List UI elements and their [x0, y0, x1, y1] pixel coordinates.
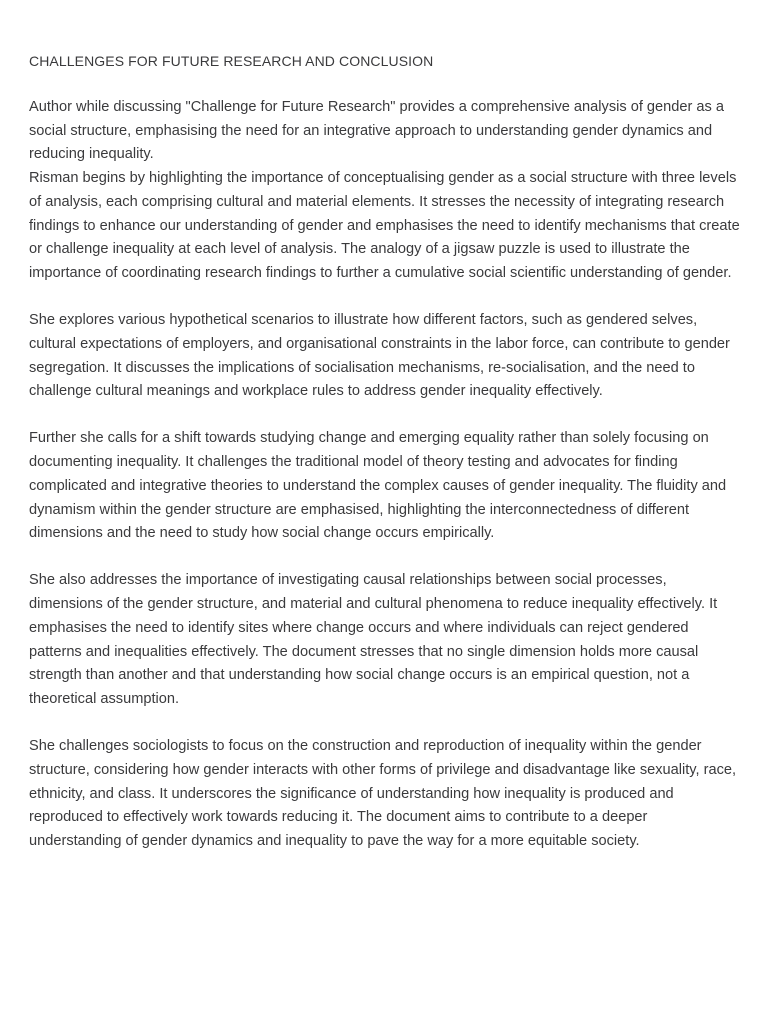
section-heading: CHALLENGES FOR FUTURE RESEARCH AND CONCLUSION: [29, 53, 434, 69]
paragraph-scenarios: She explores various hypothetical scenarios to illustrate how different factors, such as gendered selves, cultural expectations of employers, and organisational constraints in the labor force, can contribute to gender segregation. It discusses the implications of socialisation mechanisms, re-socialisation, and the need to challenge cultural meanings and workplace rules to address gender inequality effectively.: [29, 312, 730, 400]
document-body: [29, 49, 741, 854]
paragraph-causal: She also addresses the importance of investigating causal relationships between social processes, dimensions of the gender structure, and material and cultural phenomena to reduce inequality effectively. It emphasises the need to identify sites where change occurs and where individuals can reject gendered patterns and inequalities effectively. The document stresses that no single dimension holds more causal strength than another and that understanding how social change occurs is an empirical question, not a theoretical assumption.: [29, 572, 718, 707]
paragraph-conclusion: She challenges sociologists to focus on the construction and reproduction of inequality within the gender structure, considering how gender interacts with other forms of privilege and disadvantage like sexuality, race, ethnicity, and class. It underscores the significance of understanding how inequality is produced and reproduced to effectively work towards reducing it. The document aims to contribute to a deeper understanding of gender dynamics and inequality to pave the way for a more equitable society.: [29, 738, 737, 849]
paragraph-intro: Author while discussing "Challenge for Future Research" provides a comprehensive analysis of gender as a social structure, emphasising the need for an integrative approach to understanding gender dynamics and reducing inequality.: [29, 99, 725, 163]
paragraph-change: Further she calls for a shift towards studying change and emerging equality rather than solely focusing on documenting inequality. It challenges the traditional model of theory testing and advocates for finding complicated and integrative theories to understand the complex causes of gender inequality. The fluidity and dynamism within the gender structure are emphasised, highlighting the interconnectedness of different dimensions and the need to study how social change occurs empirically.: [29, 430, 727, 542]
paragraph-risman: Risman begins by highlighting the importance of conceptualising gender as a social structure with three levels of analysis, each comprising cultural and material elements. It stresses the necessity of integrating research findings to enhance our understanding of gender and emphasises the need to identify mechanisms that create or challenge inequality at each level of analysis. The analogy of a jigsaw puzzle is used to illustrate the importance of coordinating research findings to further a cumulative social scientific understanding of gender.: [29, 170, 740, 281]
